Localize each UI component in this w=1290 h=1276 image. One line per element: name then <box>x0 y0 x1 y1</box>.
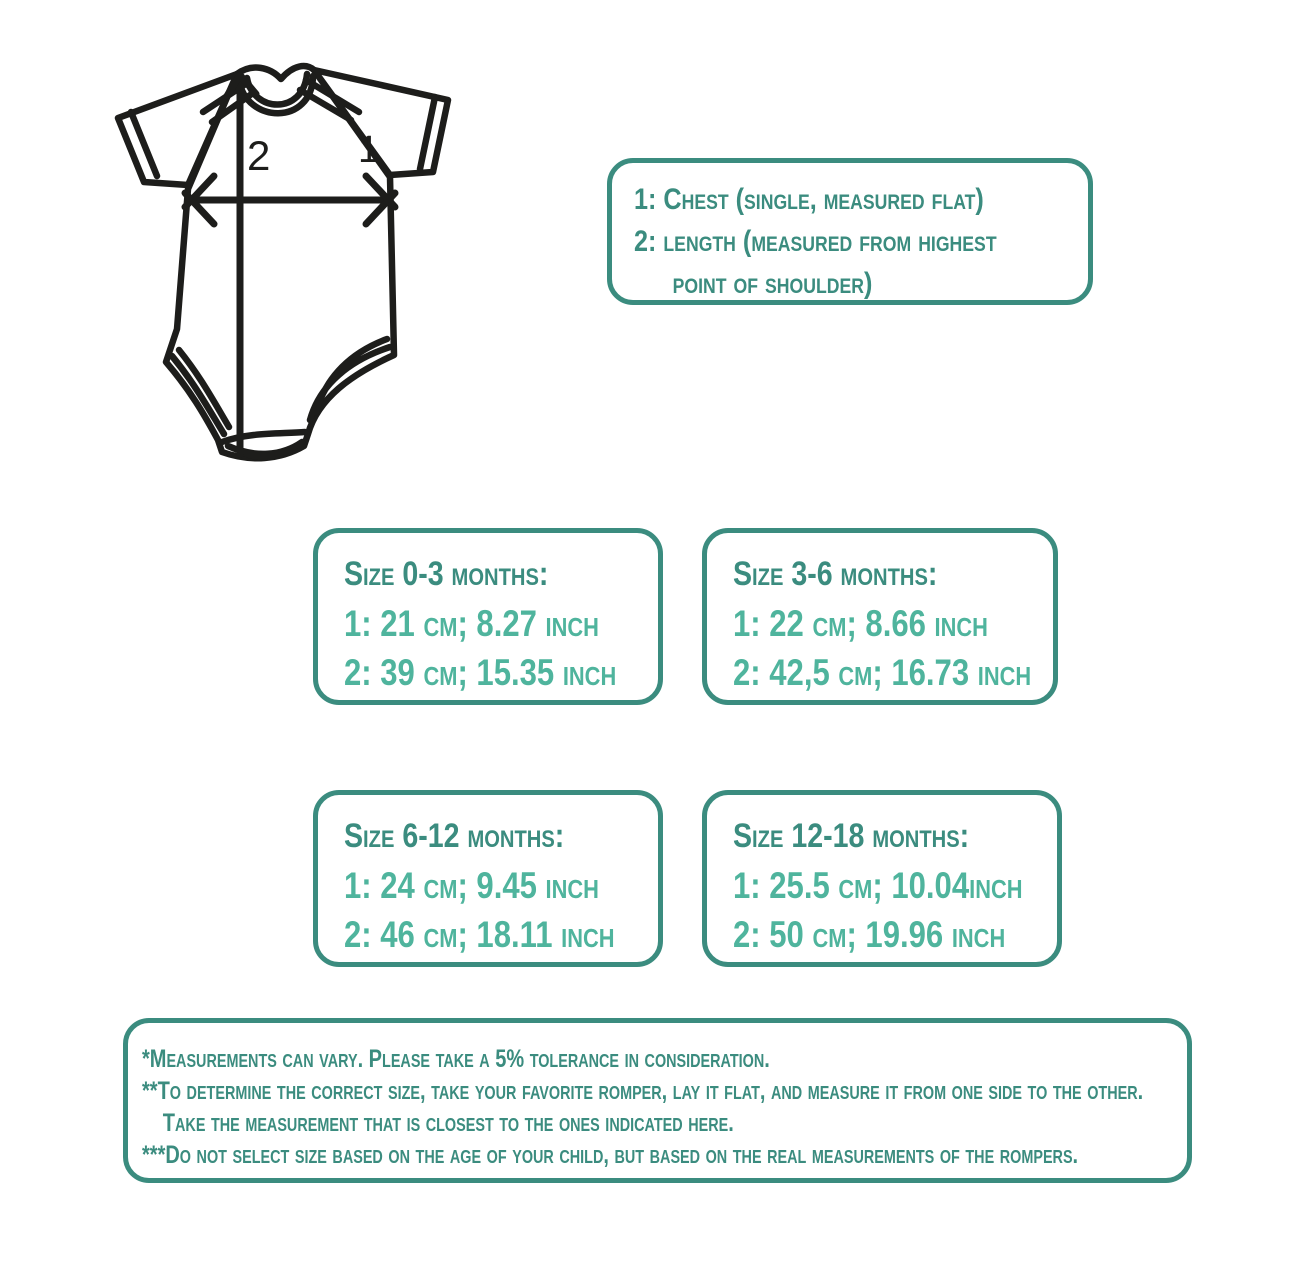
measurement-notes <box>123 1018 1192 1183</box>
size-chest-value: 1: 24 cm; 9.45 inch <box>344 865 599 906</box>
note-how-to-measure-cont: Take the measurement that is closest to the ones indicated here. <box>162 1109 734 1137</box>
note-tolerance: *Measurements can vary. Please take a 5% tolerance in consideration. <box>142 1045 770 1073</box>
size-chest-value: 1: 21 cm; 8.27 inch <box>344 603 599 644</box>
size-chest-value: 1: 22 cm; 8.66 inch <box>733 603 988 644</box>
size-title: Size 0-3 months: <box>344 555 549 593</box>
size-box-12-18-months <box>702 790 1062 967</box>
size-chest-value: 1: 25.5 cm; 10.04inch <box>733 865 1023 906</box>
legend-line-length-cont: point of shoulder) <box>672 267 873 300</box>
size-title: Size 3-6 months: <box>733 555 938 593</box>
legend-line-chest: 1: Chest (single, measured flat) <box>634 183 984 216</box>
onesie-diagram <box>100 42 460 472</box>
measurement-legend <box>607 158 1093 305</box>
chest-label: 1 <box>358 129 380 171</box>
size-title: Size 12-18 months: <box>733 817 970 855</box>
size-length-value: 2: 42,5 cm; 16.73 inch <box>733 652 1032 693</box>
length-label: 2 <box>247 132 271 179</box>
size-box-3-6-months <box>702 528 1058 705</box>
size-length-value: 2: 46 cm; 18.11 inch <box>344 914 615 955</box>
size-length-value: 2: 50 cm; 19.96 inch <box>733 914 1006 955</box>
note-how-to-measure: **To determine the correct size, take your favorite romper, lay it flat, and measure it from one side to the other. <box>142 1077 1144 1105</box>
legend-line-length: 2: length (measured from highest <box>634 225 997 258</box>
size-box-6-12-months <box>313 790 663 967</box>
size-box-0-3-months <box>313 528 663 705</box>
note-select-by-measurement: ***Do not select size based on the age of your child, but based on the real measurements of the rompers. <box>142 1141 1079 1169</box>
size-length-value: 2: 39 cm; 15.35 inch <box>344 652 617 693</box>
size-title: Size 6-12 months: <box>344 817 565 855</box>
